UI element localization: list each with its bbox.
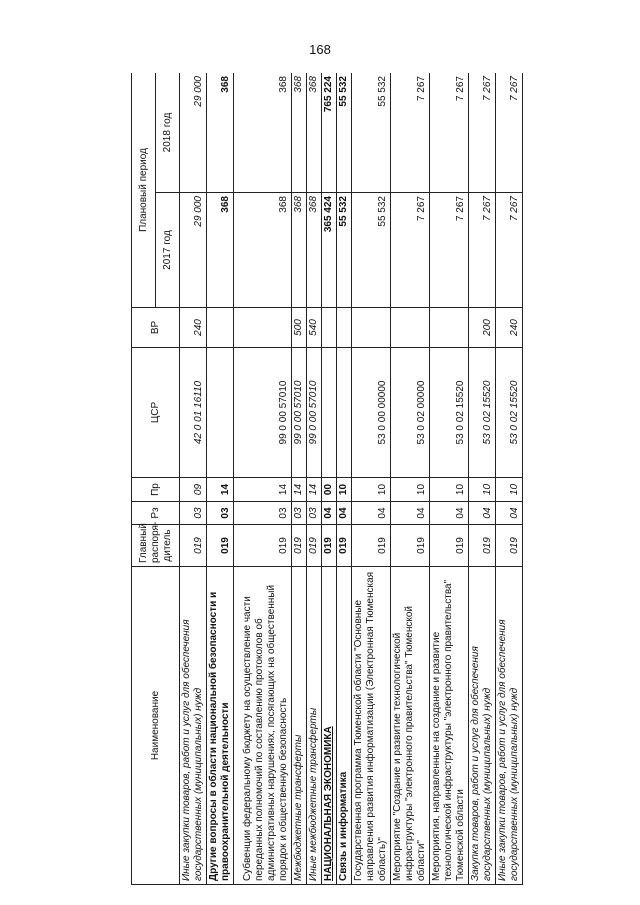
row-chief-manager <box>322 525 337 567</box>
row-section <box>234 502 292 525</box>
row-subsection <box>430 478 469 502</box>
row-amount-2017 <box>207 193 234 308</box>
row-target-article <box>180 348 207 478</box>
row-chief-manager-text: 019 <box>293 537 304 554</box>
row-section-text: 04 <box>377 507 388 519</box>
row-name <box>307 567 322 885</box>
row-subsection-text: 14 <box>293 483 304 496</box>
row-target-article-text: 42 0 01 16110 <box>193 380 204 445</box>
row-name-text: Мероприятие "Создание и развитие технологической инфраструктуры "электронного правительства" Тюменской области" <box>392 606 427 881</box>
row-expense-type <box>352 308 391 348</box>
row-amount-2018-text: 7 267 <box>482 76 493 102</box>
header-year-2017: 2017 год <box>156 193 180 308</box>
row-chief-manager <box>307 525 322 567</box>
row-subsection <box>496 478 523 502</box>
row-target-article-text: 53 0 02 15520 <box>455 380 466 445</box>
row-name <box>337 567 352 885</box>
row-chief-manager <box>391 525 430 567</box>
row-amount-2018-text: 29 000 <box>193 76 204 107</box>
row-amount-2018-text: 55 532 <box>377 76 388 107</box>
row-amount-2017-text: 368 <box>308 196 319 213</box>
row-expense-type <box>337 308 352 348</box>
row-chief-manager-text: 019 <box>220 537 231 554</box>
row-subsection <box>307 478 322 502</box>
row-amount-2018 <box>469 73 496 193</box>
row-amount-2017 <box>352 193 391 308</box>
row-subsection-text: 14 <box>278 483 289 496</box>
row-target-article-text: 99 0 00 57010 <box>308 380 319 445</box>
row-amount-2018 <box>337 73 352 193</box>
row-expense-type-text: 240 <box>193 319 204 336</box>
row-name <box>391 567 430 885</box>
row-amount-2017 <box>292 193 307 308</box>
row-section <box>430 502 469 525</box>
row-expense-type <box>180 308 207 348</box>
row-amount-2017 <box>496 193 523 308</box>
row-name-text: Государственная программа Тюменской области "Основные направления развития информатизации (Электронная Тюменская область)" <box>353 571 388 881</box>
row-amount-2017 <box>180 193 207 308</box>
row-name-text: Иные закупки товаров, работ и услуг для обеспечения государственных (муниципальных) нужд <box>497 619 520 881</box>
row-amount-2017 <box>430 193 469 308</box>
row-amount-2017 <box>391 193 430 308</box>
row-expense-type <box>322 308 337 348</box>
row-target-article-text: 53 0 00 00000 <box>377 380 388 445</box>
row-name <box>292 567 307 885</box>
header-planned-period: Плановый период <box>132 73 156 308</box>
row-subsection-text: 10 <box>416 483 427 496</box>
row-amount-2017-text: 7 267 <box>509 196 520 222</box>
row-amount-2017-text: 7 267 <box>482 196 493 222</box>
header-expense-type: ВР <box>132 308 180 348</box>
row-section <box>352 502 391 525</box>
row-amount-2018-text: 368 <box>220 76 231 93</box>
row-target-article <box>292 348 307 478</box>
row-name-text: Закупка товаров, работ и услуг для обеспечения государственных (муниципальных) нужд <box>470 646 493 881</box>
row-expense-type-text: 500 <box>293 319 304 336</box>
row-amount-2018 <box>352 73 391 193</box>
row-target-article <box>322 348 337 478</box>
table-row <box>469 73 496 885</box>
row-subsection-text: 09 <box>193 483 204 496</box>
row-chief-manager <box>337 525 352 567</box>
row-amount-2017-text: 365 424 <box>323 196 334 233</box>
budget-table <box>131 73 523 885</box>
row-section <box>496 502 523 525</box>
row-target-article <box>307 348 322 478</box>
row-expense-type <box>307 308 322 348</box>
row-target-article <box>391 348 430 478</box>
header-name: Наименование <box>132 567 180 885</box>
row-name-text: Иные закупки товаров, работ и услуг для обеспечения государственных (муниципальных) нужд <box>181 619 204 881</box>
row-subsection <box>207 478 234 502</box>
table-row <box>292 73 307 885</box>
row-chief-manager-text: 019 <box>455 537 466 554</box>
row-chief-manager-text: 019 <box>193 537 204 554</box>
row-section-text: 03 <box>278 507 289 519</box>
table-row <box>322 73 337 885</box>
row-subsection <box>469 478 496 502</box>
row-target-article <box>496 348 523 478</box>
row-expense-type <box>292 308 307 348</box>
row-target-article <box>337 348 352 478</box>
row-section-text: 03 <box>308 507 319 519</box>
row-subsection-text: 00 <box>323 483 334 496</box>
header-subsection: Пр <box>132 478 180 502</box>
row-section <box>337 502 352 525</box>
row-section <box>307 502 322 525</box>
row-amount-2017 <box>234 193 292 308</box>
row-chief-manager <box>469 525 496 567</box>
row-chief-manager <box>430 525 469 567</box>
row-amount-2017 <box>307 193 322 308</box>
row-amount-2017-text: 368 <box>293 196 304 213</box>
header-year-2018: 2018 год <box>156 73 180 193</box>
table-row <box>307 73 322 885</box>
table-row <box>180 73 207 885</box>
row-name-text: Связь и информатика <box>338 771 349 881</box>
row-chief-manager <box>234 525 292 567</box>
row-expense-type-text: 540 <box>308 319 319 336</box>
row-section <box>469 502 496 525</box>
row-amount-2018-text: 7 267 <box>455 76 466 102</box>
row-section-text: 04 <box>338 507 349 519</box>
row-amount-2018 <box>391 73 430 193</box>
row-expense-type <box>469 308 496 348</box>
row-subsection-text: 14 <box>308 483 319 496</box>
row-subsection-text: 10 <box>482 483 493 496</box>
row-chief-manager-text: 019 <box>323 537 334 554</box>
row-amount-2018-text: 368 <box>278 76 289 93</box>
row-section-text: 04 <box>455 507 466 519</box>
row-chief-manager <box>292 525 307 567</box>
row-chief-manager-text: 019 <box>416 537 427 554</box>
row-amount-2018 <box>322 73 337 193</box>
row-target-article <box>469 348 496 478</box>
row-amount-2018-text: 368 <box>293 76 304 93</box>
row-amount-2017-text: 7 267 <box>455 196 466 222</box>
row-subsection <box>391 478 430 502</box>
row-section <box>292 502 307 525</box>
row-expense-type <box>496 308 523 348</box>
row-amount-2017-text: 55 532 <box>377 196 388 227</box>
row-section-text: 03 <box>293 507 304 519</box>
row-subsection <box>337 478 352 502</box>
row-section <box>391 502 430 525</box>
row-section-text: 03 <box>193 507 204 519</box>
row-chief-manager-text: 019 <box>278 537 289 554</box>
row-target-article-text: 53 0 02 00000 <box>416 380 427 445</box>
row-name-text: Иные межбюджетные трансферты <box>308 707 319 881</box>
table-row <box>234 73 292 885</box>
row-amount-2018 <box>430 73 469 193</box>
row-subsection-text: 10 <box>338 483 349 496</box>
table-body <box>180 73 523 885</box>
row-chief-manager <box>207 525 234 567</box>
row-section-text: 04 <box>323 507 334 519</box>
header-target-article: ЦСР <box>132 348 180 478</box>
row-amount-2018-text: 765 224 <box>323 76 334 113</box>
row-chief-manager-text: 019 <box>377 537 388 554</box>
row-target-article <box>234 348 292 478</box>
row-amount-2017 <box>322 193 337 308</box>
table-row <box>430 73 469 885</box>
row-chief-manager-text: 019 <box>482 537 493 554</box>
row-chief-manager <box>180 525 207 567</box>
row-expense-type-text: 240 <box>509 319 520 336</box>
row-amount-2017-text: 368 <box>220 196 231 213</box>
row-amount-2018 <box>180 73 207 193</box>
row-amount-2018 <box>234 73 292 193</box>
row-subsection-text: 10 <box>377 483 388 496</box>
row-section <box>207 502 234 525</box>
row-target-article-text: 53 0 02 15520 <box>509 380 520 445</box>
row-chief-manager <box>496 525 523 567</box>
row-chief-manager-text: 019 <box>509 537 520 554</box>
row-target-article-text: 53 0 02 15520 <box>482 380 493 445</box>
page-number: 168 <box>309 42 331 57</box>
row-name <box>496 567 523 885</box>
row-subsection <box>180 478 207 502</box>
row-name-text: Межбюджетные трансферты <box>293 734 304 881</box>
table-row <box>207 73 234 885</box>
row-subsection <box>352 478 391 502</box>
row-expense-type <box>207 308 234 348</box>
row-amount-2017 <box>337 193 352 308</box>
table-row <box>352 73 391 885</box>
row-name <box>207 567 234 885</box>
table-row <box>496 73 523 885</box>
row-chief-manager-text: 019 <box>338 537 349 554</box>
row-name-text: НАЦИОНАЛЬНАЯ ЭКОНОМИКА <box>323 726 334 881</box>
row-amount-2018 <box>307 73 322 193</box>
row-section-text: 03 <box>220 507 231 519</box>
row-amount-2017-text: 29 000 <box>193 196 204 227</box>
row-chief-manager <box>352 525 391 567</box>
header-chief-manager: Главный распоря-дитель <box>132 525 180 567</box>
row-expense-type-text: 200 <box>482 319 493 336</box>
row-subsection-text: 14 <box>220 483 231 496</box>
row-section-text: 04 <box>509 507 520 519</box>
row-target-article <box>352 348 391 478</box>
row-expense-type <box>234 308 292 348</box>
row-name <box>430 567 469 885</box>
row-section <box>322 502 337 525</box>
row-section-text: 04 <box>482 507 493 519</box>
row-target-article <box>430 348 469 478</box>
row-section-text: 04 <box>416 507 427 519</box>
row-target-article-text: 99 0 00 57010 <box>293 380 304 445</box>
row-subsection <box>322 478 337 502</box>
row-name <box>352 567 391 885</box>
row-amount-2018 <box>496 73 523 193</box>
table-row <box>391 73 430 885</box>
row-expense-type <box>430 308 469 348</box>
row-name-text: Субвенции федеральному бюджету на осуществление части переданных полномочий по составлению протоколов об административных нарушениях, посягающих на общественный порядок и общественную безопасность <box>242 584 289 881</box>
row-amount-2017 <box>469 193 496 308</box>
row-subsection <box>234 478 292 502</box>
row-amount-2017-text: 368 <box>278 196 289 213</box>
row-amount-2018-text: 7 267 <box>509 76 520 102</box>
row-amount-2018-text: 55 532 <box>338 76 349 107</box>
row-expense-type <box>391 308 430 348</box>
row-amount-2018 <box>207 73 234 193</box>
row-name <box>180 567 207 885</box>
row-amount-2017-text: 55 532 <box>338 196 349 227</box>
table-header <box>132 73 180 885</box>
row-name-text: Мероприятия, направленные на создание и развитие технологической инфраструктуры "электронного правительства" Тюменской области <box>431 579 466 881</box>
table-row <box>337 73 352 885</box>
row-name <box>322 567 337 885</box>
row-name-text: Другие вопросы в области национальной безопасности и правоохранительной деятельности <box>208 591 231 881</box>
row-amount-2018 <box>292 73 307 193</box>
row-name <box>469 567 496 885</box>
row-section <box>180 502 207 525</box>
row-target-article <box>207 348 234 478</box>
header-section: Рз <box>132 502 180 525</box>
row-name <box>234 567 292 885</box>
row-amount-2017-text: 7 267 <box>416 196 427 222</box>
row-subsection-text: 10 <box>509 483 520 496</box>
row-target-article-text: 99 0 00 57010 <box>278 380 289 445</box>
row-amount-2018-text: 7 267 <box>416 76 427 102</box>
row-amount-2018-text: 368 <box>308 76 319 93</box>
rotated-table-frame <box>131 73 555 885</box>
row-subsection-text: 10 <box>455 483 466 496</box>
row-chief-manager-text: 019 <box>308 537 319 554</box>
row-subsection <box>292 478 307 502</box>
budget-table-container <box>131 73 555 885</box>
